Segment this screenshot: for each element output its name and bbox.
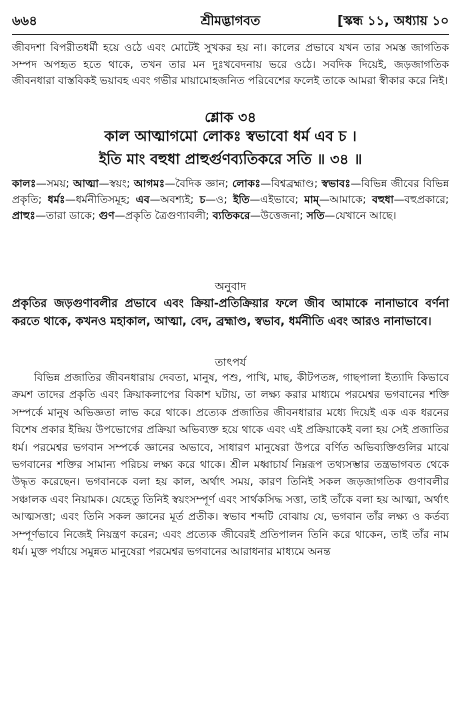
synonym-term: প্রাহুঃ [12, 210, 36, 223]
synonym-meaning: এইভাবে; [260, 194, 305, 207]
synonym-term: কালঃ [12, 178, 37, 190]
purport-text [12, 370, 449, 561]
synonym-term: বহুধা [372, 194, 394, 207]
synonym-meaning: বিভিন্ন জীবের বিভিন্ন প্রকৃতি; [12, 178, 450, 207]
synonym-term: আত্মা [73, 178, 99, 190]
synonym-term: চ [199, 194, 206, 207]
verse-heading: শ্লোক ৩৪ [204, 110, 257, 126]
synonym-meaning: অবশ্যই; [160, 194, 200, 207]
intro-paragraph: জীবদশা বিপরীতধর্মী হয়ে ওঠে এবং মোটেই সুখকর হয় না। কালের প্রভাবে যখন তার সমস্ত জাগতিক সম্পদ অপহৃত হতে থাকে, তখন তার মন দুঃখবেদনায় ভরে ওঠে। সবদিক দিয়েই, জড়জাগতিক জীবনধারা বাস্তবিকই ভয়াবহ এবং গভীর মায়ামোহজনিত পরিবেশের ফলেই তাকে আমরা স্বীকার করে নিই। [12, 42, 449, 88]
synonym-term: এব [135, 194, 150, 207]
synonym-meaning: উত্তেজনা; [260, 210, 307, 223]
synonym-meaning: ও; [215, 194, 234, 207]
verse-line-2: ইতি মাং বহুধা প্রাহুর্গুণব্যতিকরে সতি ॥ ৩৪ ॥ [98, 152, 363, 168]
synonym-meaning: বৈদিক জ্ঞান; [175, 178, 233, 190]
purport-body: বিভিন্ন প্রজাতির জীবনধারায় দেবতা, মানুষ, পশু, পাখি, মাছ, কীটপতঙ্গ, গাছপালা ইত্যাদি কিভাবে ক্রমশ তাদের প্রকৃতি এবং ক্রিয়াকলাপের বিকাশ ঘটায়, তা লক্ষ্য করার মাধ্যমে পরমেশ্বর ভগবানের শক্তি সম্পর্কে মানুষ অভিজ্ঞতা লাভ করে থাকে। প্রত্যেক প্রজাতির জীবনধারার মধ্যে দিয়েই এক এক ধরনের বিশেষ প্রকার ইন্দ্রিয় উপভোগের প্রক্রিয়া অভিব্যক্ত হয়ে থাকে এবং এই প্রক্রিয়াকেই বলা হয় সেই প্রজাতির ধর্ম। পরমেশ্বর ভগবান সম্পর্কে জ্ঞানের অভাবে, সাধারণ মানুষেরা উপরে বর্ণিত অভিব্যক্তিগুলির মাঝে ভগবানের শক্তির সামান্য পরিচয় লক্ষ্য করে থাকে। শ্রীল মধ্বাচার্য নিম্নরূপ তথ্যসম্ভার তন্ত্রভাগবত থেকে উদ্ধৃত করেছেন। ভগবানকে বলা হয় কাল, অর্থাৎ সময়, কারণ তিনিই সকল জড়জাগতিক গুণাবলীর সঞ্চালক এবং নিয়ামক। যেহেতু তিনিই স্বয়ংসম্পূর্ণ এবং সার্থকসিদ্ধ সত্তা, তাই তাঁকে বলা হয় আত্মা, অর্থাৎ আত্মসত্তা; এবং তিনি সকল জ্ঞানের মূর্ত প্রতীক। স্বভাব শব্দটি বোঝায় যে, ভগবান তাঁর লক্ষ্য ও কর্তব্য সম্পূর্ণভাবে নিজেই নিয়ন্ত্রণ করেন; এবং প্রত্যেক জীবেরই প্রতিপালন তিনি করে থাকেন, তাই তাঁর নাম ধর্ম। মুক্ত পর্যায়ে সমুন্নত মানুষেরা পরমেশ্বর ভগবানের আরাধনার মাধ্যমে অনন্ত [12, 372, 449, 559]
synonym-meaning: প্রকৃতি ত্রৈগুণ্যাবলী; [125, 210, 213, 223]
book-title: শ্রীমদ্ভাগবত [200, 14, 261, 29]
synonym-term: আগমঃ [133, 178, 165, 190]
verse-line-1: কাল আত্মাগমো লোকঃ স্বভাবো ধর্ম এব চ । [104, 129, 357, 145]
synonym-meaning: আমাকে; [329, 194, 373, 207]
synonym-meaning: যেখানে আছে। [335, 210, 397, 223]
synonym-term: লোকঃ [232, 178, 261, 190]
synonym-term: স্বভাবঃ [321, 178, 351, 190]
synonym-term: গুণ [98, 210, 115, 223]
synonym-meaning: ধর্মনীতিসমূহ; [75, 194, 136, 207]
synonym-meaning: স্বয়ং; [109, 178, 134, 190]
translation-text: প্রকৃতির জড়গুণাবলীর প্রভাবে এবং ক্রিয়া-প্রতিক্রিয়ার ফলে জীব আমাকে নানাভাবে বর্ণনা করতে থাকে, কখনও মহাকাল, আত্মা, বেদ, ব্রহ্মাণ্ড, স্বভাব, ধর্মনীতি এবং আরও নানাভাবে। [12, 296, 449, 328]
synonym-term: সতি [306, 210, 325, 223]
synonym-meaning: তারা ডাকে; [46, 210, 99, 223]
translation-label: অনুবাদ [214, 280, 247, 293]
synonym-meaning: সময়; [46, 178, 74, 190]
synonym-meaning: বিশ্বব্রহ্মাণ্ড; [271, 178, 322, 190]
synonym-term: ধর্মঃ [47, 194, 66, 207]
running-header [12, 12, 449, 32]
synonym-meaning: বহুপ্রকারে; [404, 194, 449, 207]
word-meanings: কালঃ—সময়; আত্মা—স্বয়ং; আগমঃ—বৈদিক জ্ঞান; লোকঃ—বিশ্বব্রহ্মাণ্ড; স্বভাবঃ—বিভিন্ন জীবের বিভিন্ন প্রকৃতি; ধর্মঃ—ধর্মনীতিসমূহ; এব—অবশ্যই; চ—ও; ইতি—এইভাবে; মাম্—আমাকে; বহুধা—বহুপ্রকারে; প্রাহুঃ—তারা ডাকে; গুণ—প্রকৃতি ত্রৈগুণ্যাবলী; ব্যতিকরে—উত্তেজনা; সতি—যেখানে আছে। [12, 178, 450, 223]
section-reference: [স্কন্ধ ১১, অধ্যায় ১০ [337, 14, 449, 29]
synonym-term: মাম্ [304, 194, 320, 207]
page-number: ৬৬৪ [12, 14, 38, 29]
synonym-term: ইতি [233, 194, 250, 207]
purport-label: তাৎপর্য [214, 356, 247, 369]
header-rule [12, 34, 449, 35]
synonym-term: ব্যতিকরে [212, 210, 251, 223]
